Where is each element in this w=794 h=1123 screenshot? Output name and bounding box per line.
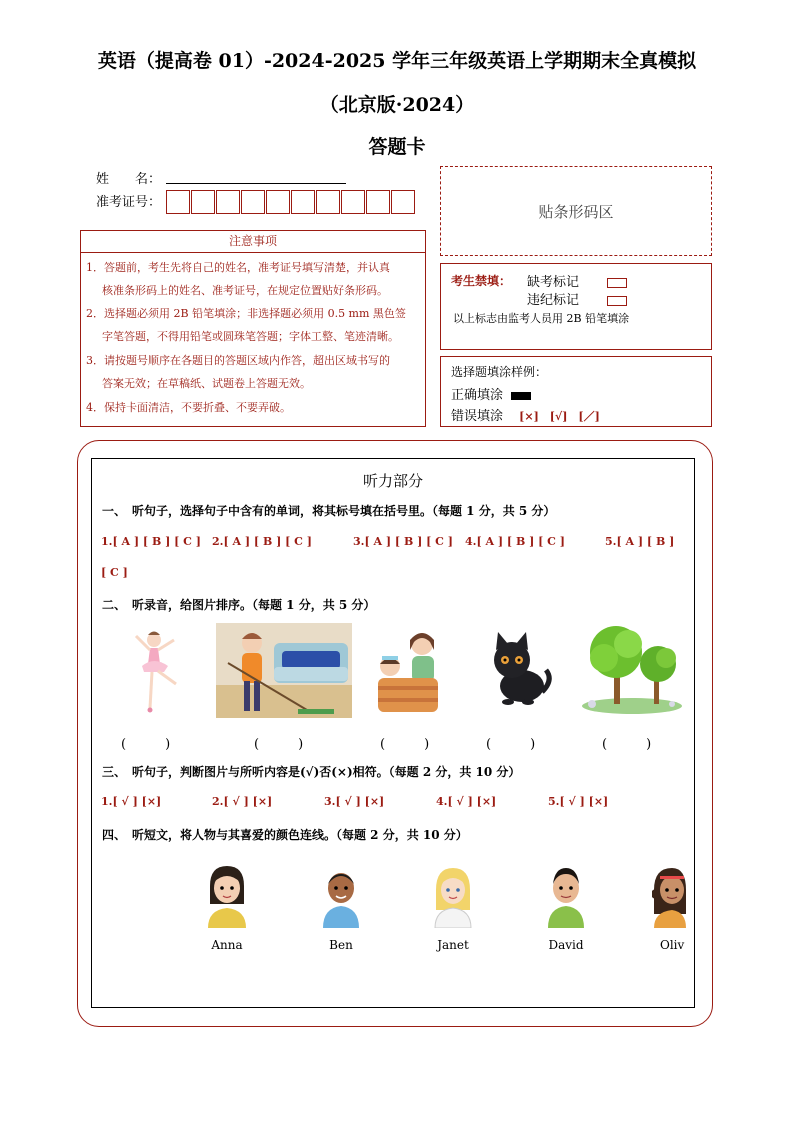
listening-title: 听力部分 [362, 472, 423, 490]
olivia-portrait [652, 864, 686, 928]
notice-item: 1．答题前，考生先将自己的姓名，准考证号填写清楚，并认真 [86, 261, 390, 274]
violation-checkbox[interactable] [607, 296, 627, 306]
part3-q1-options[interactable]: 1.[ √ ] [×] [101, 795, 162, 808]
part3-heading: 三、 听句子，判断图片与所听内容是(√)否(×)相符。（每题 2 分，共 10 分） [102, 765, 521, 779]
part1-q5-options[interactable]: 5.[ A ] [ B ] [605, 535, 675, 548]
violation-mark [527, 289, 627, 308]
sick-child-picture [368, 626, 448, 718]
forbidden-note: 以上标志由监考人员用 2B 铅笔填涂 [453, 312, 630, 325]
absent-mark [527, 271, 627, 290]
id-digit-box[interactable] [241, 190, 265, 214]
id-digit-box[interactable] [166, 190, 190, 214]
notice-title: 注意事项 [81, 230, 425, 253]
part4-heading: 四、 听短文，将人物与其喜爱的颜色连线。（每题 2 分，共 10 分） [102, 828, 468, 842]
part3-q5-options[interactable]: 5.[ √ ] [×] [548, 795, 609, 808]
answer-card-title: 答题卡 [368, 136, 426, 158]
barcode-area [440, 166, 712, 256]
id-digit-box[interactable] [316, 190, 340, 214]
id-digit-box[interactable] [216, 190, 240, 214]
black-cat-picture [484, 630, 554, 706]
part2-answer-blank[interactable]: ( ) [121, 737, 171, 752]
notice-item: 4．保持卡面清洁，不要折叠、不要弄破。 [86, 401, 291, 414]
absent-checkbox[interactable] [607, 278, 627, 288]
examiner-marks-box [440, 263, 712, 350]
name-label: 姓 名： [96, 172, 162, 187]
barcode-label: 贴条形码区 [538, 203, 614, 221]
david-portrait [545, 864, 587, 928]
correct-fill-row [451, 384, 531, 403]
page-title: 英语（提高卷 01）-2024-2025 学年三年级英语上学期期末全真模拟 [97, 50, 697, 72]
part2-answer-blank[interactable]: ( ) [486, 737, 536, 752]
part1-q2-options[interactable]: 2.[ A ] [ B ] [ C ] [212, 535, 312, 548]
id-digit-box[interactable] [191, 190, 215, 214]
absent-mark-label: 缺考标记 [527, 275, 580, 290]
id-label: 准考证号： [96, 195, 162, 210]
character-name: David [548, 938, 584, 952]
id-digit-box[interactable] [366, 190, 390, 214]
part1-q5-overflow-option[interactable]: [ C ] [101, 566, 128, 579]
part3-q2-options[interactable]: 2.[ √ ] [×] [212, 795, 273, 808]
part2-answer-blank[interactable]: ( ) [380, 737, 430, 752]
part2-heading: 二、 听录音，给图片排序。（每题 1 分，共 5 分） [102, 598, 376, 612]
violation-mark-label: 违纪标记 [527, 293, 580, 308]
notice-item: 3．请按题号顺序在各题目的答题区域内作答，超出区域书写的 [86, 354, 390, 367]
part1-q1-options[interactable]: 1.[ A ] [ B ] [ C ] [101, 535, 201, 548]
part1-heading: 一、 听句子，选择句子中含有的单词，将其标号填在括号里。（每题 1 分，共 5 分） [102, 504, 556, 518]
notice-item: 答案无效；在草稿纸、试题卷上答题无效。 [102, 377, 311, 390]
page-subtitle-edition: （北京版·2024） [319, 94, 475, 116]
ben-portrait [320, 866, 362, 928]
id-digit-box[interactable] [266, 190, 290, 214]
trees-picture [580, 624, 684, 716]
fill-sample-box [440, 356, 712, 427]
anna-portrait [204, 864, 250, 928]
wrong-fill-label: 错误填涂 [451, 409, 504, 424]
part2-answer-blank[interactable]: ( ) [254, 737, 304, 752]
forbidden-label: 考生禁填： [451, 274, 512, 288]
filled-sample-mark [511, 392, 531, 400]
wrong-fill-row [451, 405, 600, 424]
notice-item: 字笔答题，不得用铅笔或圆珠笔答题；字体工整、笔迹清晰。 [102, 330, 399, 343]
ballerina-picture [120, 626, 186, 720]
wrong-fill-marks: [×] [√] [／] [519, 410, 600, 423]
part2-answer-blank[interactable]: ( ) [602, 737, 652, 752]
name-input-line[interactable] [166, 183, 346, 184]
correct-fill-label: 正确填涂 [451, 388, 504, 403]
id-digit-box[interactable] [391, 190, 415, 214]
character-name: Anna [211, 938, 243, 952]
fill-sample-title: 选择题填涂样例： [451, 365, 548, 379]
notice-item: 核准条形码上的姓名、准考证号，在规定位置贴好条形码。 [102, 284, 388, 297]
part3-q4-options[interactable]: 4.[ √ ] [×] [436, 795, 497, 808]
id-digit-box[interactable] [341, 190, 365, 214]
part3-q3-options[interactable]: 3.[ √ ] [×] [324, 795, 385, 808]
id-digit-box[interactable] [291, 190, 315, 214]
janet-portrait [432, 866, 474, 928]
character-name: Ben [329, 938, 353, 952]
character-name: Oliv [660, 938, 685, 952]
part1-q3-options[interactable]: 3.[ A ] [ B ] [ C ] [353, 535, 453, 548]
part1-q4-options[interactable]: 4.[ A ] [ B ] [ C ] [465, 535, 565, 548]
character-name: Janet [437, 938, 469, 952]
cleaning-picture [216, 623, 352, 718]
notice-item: 2．选择题必须用 2B 铅笔填涂；非选择题必须用 0.5 mm 黑色签 [86, 307, 406, 320]
